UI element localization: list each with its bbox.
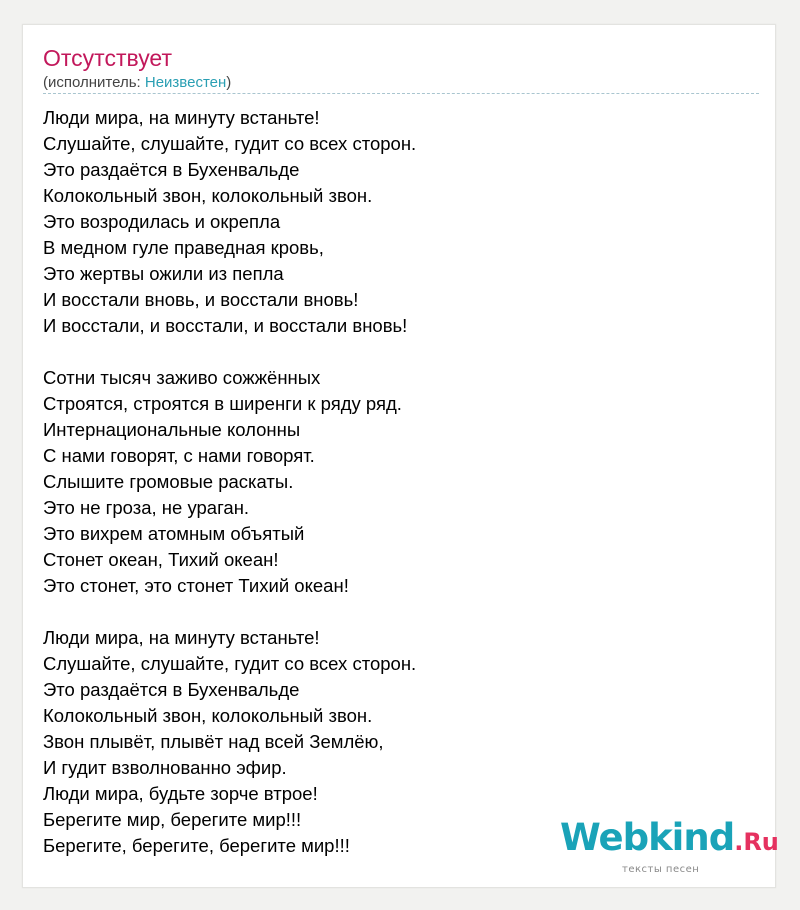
lyric-line: Слушайте, слушайте, гудит со всех сторон. — [43, 653, 417, 674]
lyric-line: Интернациональные колонны — [43, 419, 301, 440]
lyric-line: И восстали вновь, и восстали вновь! — [43, 289, 359, 310]
lyric-line: Это не гроза, не ураган. — [43, 497, 250, 518]
lyric-line: Люди мира, на минуту встаньте! — [43, 627, 320, 648]
subtitle-suffix: ) — [226, 74, 232, 91]
logo-wordmark: Webkind — [560, 816, 735, 859]
lyric-line: Звон плывёт, плывёт над всей Землёю, — [43, 731, 384, 752]
lyric-line: Колокольный звон, колокольный звон. — [43, 185, 373, 206]
lyric-line: Это жертвы ожили из пепла — [43, 263, 284, 284]
logo-tld: .Ru — [734, 828, 779, 856]
site-logo[interactable] — [560, 816, 779, 875]
song-title: Отсутствует — [43, 45, 172, 71]
song-subtitle — [43, 74, 231, 92]
header-divider — [43, 93, 759, 94]
lyric-line: Это раздаётся в Бухенвальде — [43, 159, 300, 180]
lyric-line: Люди мира, на минуту встаньте! — [43, 107, 320, 128]
lyrics-text — [43, 105, 743, 885]
lyric-line: Это возродилась и окрепла — [43, 211, 281, 232]
lyric-line: Слышите громовые раскаты. — [43, 471, 294, 492]
lyric-line: Это раздаётся в Бухенвальде — [43, 679, 300, 700]
lyric-line: И гудит взволнованно эфир. — [43, 757, 287, 778]
lyric-line: Строятся, строятся в ширенги к ряду ряд. — [43, 393, 402, 414]
subtitle-prefix: (исполнитель: — [43, 74, 145, 91]
lyrics-card — [22, 24, 776, 888]
lyric-line: Берегите мир, берегите мир!!! — [43, 809, 302, 830]
lyric-line: Стонет океан, Тихий океан! — [43, 549, 279, 570]
artist-link[interactable]: Неизвестен — [144, 74, 227, 91]
stanza — [43, 105, 743, 339]
lyric-line: Это стонет, это стонет Тихий океан! — [43, 575, 349, 596]
lyric-line: В медном гуле праведная кровь, — [43, 237, 324, 258]
lyric-line: С нами говорят, с нами говорят. — [43, 445, 315, 466]
lyric-line: Люди мира, будьте зорче втрое! — [43, 783, 318, 804]
lyric-line: Это вихрем атомным объятый — [43, 523, 305, 544]
stanza — [43, 365, 743, 599]
logo-tagline: тексты песен — [622, 864, 700, 875]
lyric-line: И восстали, и восстали, и восстали вновь! — [43, 315, 408, 336]
lyric-line: Колокольный звон, колокольный звон. — [43, 705, 373, 726]
lyric-line: Сотни тысяч заживо сожжённых — [43, 367, 321, 388]
lyric-line: Берегите, берегите, берегите мир!!! — [43, 835, 350, 856]
lyric-line: Слушайте, слушайте, гудит со всех сторон. — [43, 133, 417, 154]
